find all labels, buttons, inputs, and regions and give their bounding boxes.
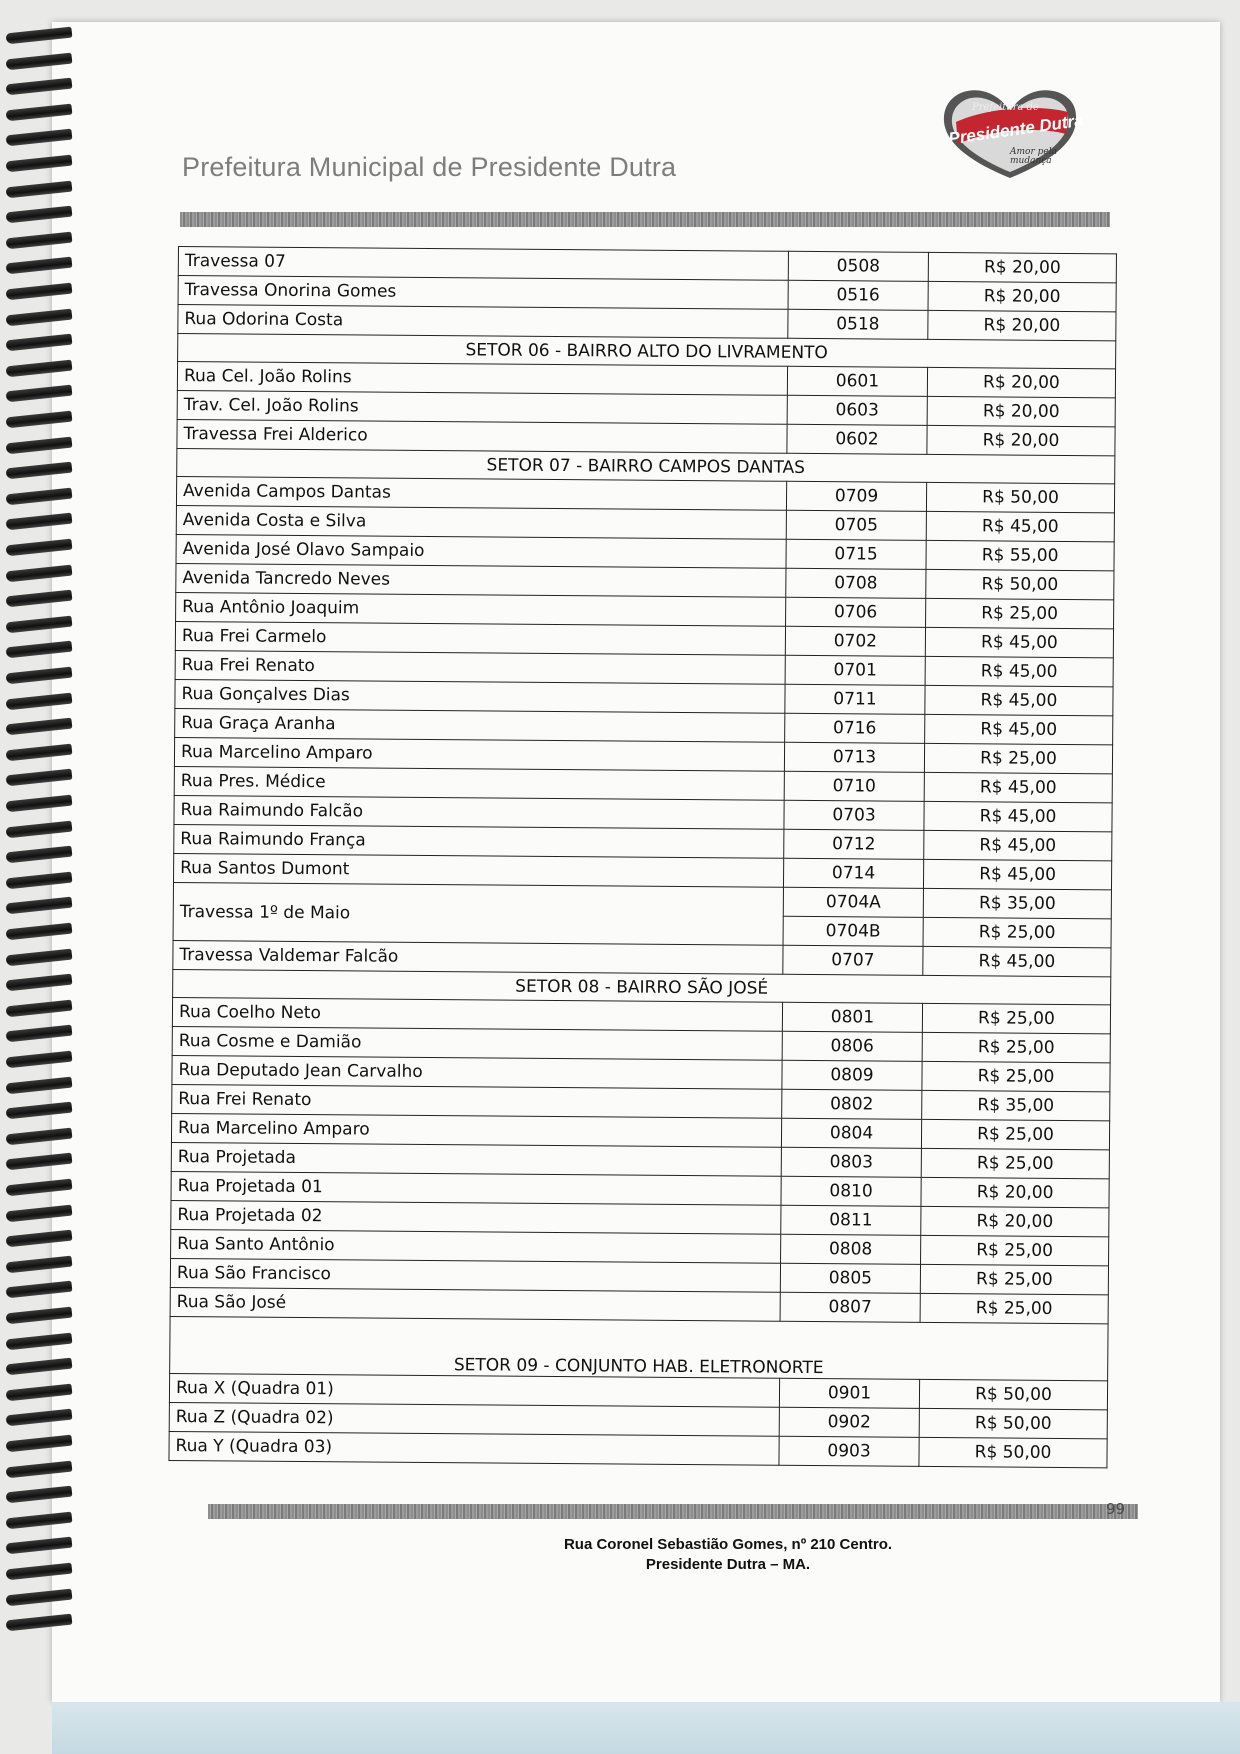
street-name-cell: Travessa 1º de Maio xyxy=(173,882,783,945)
spiral-coil xyxy=(6,129,73,147)
street-name-cell: Travessa Valdemar Falcão xyxy=(173,940,783,974)
code-cell: 0716 xyxy=(785,713,925,743)
price-cell: R$ 25,00 xyxy=(921,1148,1109,1178)
price-cell: R$ 45,00 xyxy=(924,772,1112,802)
spiral-coil xyxy=(6,948,73,966)
spiral-coil xyxy=(6,1255,73,1273)
code-cell: 0707 xyxy=(783,945,923,975)
street-name-cell: Rua Projetada 01 xyxy=(171,1171,781,1205)
street-name-cell: Rua Odorina Costa xyxy=(178,305,788,339)
street-name-cell: Rua Projetada 02 xyxy=(171,1200,781,1234)
spiral-coil xyxy=(6,411,73,429)
street-name-cell: Rua Santos Dumont xyxy=(174,853,784,887)
spiral-coil xyxy=(6,539,73,557)
price-cell: R$ 20,00 xyxy=(927,396,1115,426)
price-cell: R$ 25,00 xyxy=(922,1003,1110,1033)
street-name-cell: Travessa 07 xyxy=(178,247,788,281)
price-cell: R$ 20,00 xyxy=(928,310,1116,340)
logo-line-2: Presidente Dutra xyxy=(947,110,1085,149)
code-cell: 0703 xyxy=(784,800,924,830)
spiral-coil xyxy=(6,1537,73,1555)
price-cell: R$ 25,00 xyxy=(923,917,1111,947)
spiral-binding xyxy=(0,30,75,1690)
price-cell: R$ 50,00 xyxy=(926,482,1114,512)
spiral-coil xyxy=(6,1358,73,1376)
spiral-coil xyxy=(6,1409,73,1427)
spiral-coil xyxy=(6,462,73,480)
code-cell: 0808 xyxy=(781,1234,921,1264)
spiral-coil xyxy=(6,871,73,889)
spiral-coil xyxy=(6,795,73,813)
street-name-cell: Rua Graça Aranha xyxy=(175,708,785,742)
code-cell: 0603 xyxy=(787,395,927,425)
price-cell: R$ 25,00 xyxy=(920,1293,1108,1323)
footer-divider-band xyxy=(208,1504,1138,1519)
street-name-cell: Avenida José Olavo Sampaio xyxy=(176,534,786,568)
price-cell: R$ 20,00 xyxy=(921,1177,1109,1207)
spiral-coil xyxy=(6,1025,73,1043)
spiral-coil xyxy=(6,820,73,838)
street-name-cell: Rua Coelho Neto xyxy=(172,997,782,1031)
price-cell: R$ 25,00 xyxy=(926,598,1114,628)
scan-background-strip xyxy=(52,1702,1240,1754)
code-cell: 0508 xyxy=(788,251,928,281)
code-cell: 0901 xyxy=(779,1378,919,1408)
price-cell: R$ 35,00 xyxy=(923,888,1111,918)
code-cell: 0714 xyxy=(783,858,923,888)
street-price-table-wrapper xyxy=(168,246,1116,1468)
price-cell: R$ 45,00 xyxy=(925,714,1113,744)
price-cell: R$ 25,00 xyxy=(920,1264,1108,1294)
street-name-cell: Rua Santo Antônio xyxy=(171,1229,781,1263)
spiral-coil xyxy=(6,334,73,352)
code-cell: 0902 xyxy=(779,1407,919,1437)
code-cell: 0715 xyxy=(786,539,926,569)
street-name-cell: Rua Cel. João Rolins xyxy=(177,362,787,396)
street-name-cell: Rua Raimundo Falcão xyxy=(174,795,784,829)
spiral-coil xyxy=(6,206,73,224)
street-name-cell: Rua São José xyxy=(170,1287,780,1321)
spiral-coil xyxy=(6,1435,73,1453)
spiral-coil xyxy=(6,1230,73,1248)
street-name-cell: Rua Pres. Médice xyxy=(174,766,784,800)
street-name-cell: Rua Frei Carmelo xyxy=(175,621,785,655)
spiral-coil xyxy=(6,1127,73,1145)
street-name-cell: Rua X (Quadra 01) xyxy=(169,1373,779,1407)
section-heading: SETOR 07 - BAIRRO CAMPOS DANTAS xyxy=(177,448,1115,483)
price-cell: R$ 45,00 xyxy=(924,801,1112,831)
code-cell: 0801 xyxy=(782,1002,922,1032)
price-cell: R$ 20,00 xyxy=(921,1206,1109,1236)
spiral-coil xyxy=(6,27,73,45)
spiral-coil xyxy=(6,487,73,505)
code-cell: 0811 xyxy=(781,1205,921,1235)
price-cell: R$ 45,00 xyxy=(924,830,1112,860)
spiral-coil xyxy=(6,283,73,301)
price-cell: R$ 25,00 xyxy=(921,1235,1109,1265)
spiral-coil xyxy=(6,1332,73,1350)
street-name-cell: Avenida Campos Dantas xyxy=(176,476,786,510)
code-cell: 0803 xyxy=(781,1147,921,1177)
street-name-cell: Rua São Francisco xyxy=(170,1258,780,1292)
spiral-coil xyxy=(6,667,73,685)
section-heading: SETOR 08 - BAIRRO SÃO JOSÉ xyxy=(173,969,1111,1004)
code-cell: 0809 xyxy=(782,1060,922,1090)
spiral-coil xyxy=(6,1179,73,1197)
price-cell: R$ 45,00 xyxy=(923,946,1111,976)
street-name-cell: Rua Frei Renato xyxy=(172,1084,782,1118)
spiral-coil xyxy=(6,564,73,582)
code-cell: 0713 xyxy=(784,742,924,772)
footer-address: Rua Coronel Sebastião Gomes, nº 210 Centro. xyxy=(563,1536,893,1553)
code-cell: 0711 xyxy=(785,684,925,714)
street-name-cell: Avenida Tancredo Neves xyxy=(176,563,786,597)
spiral-coil xyxy=(6,641,73,659)
street-name-cell: Travessa Onorina Gomes xyxy=(178,276,788,310)
spiral-coil xyxy=(6,180,73,198)
code-cell: 0601 xyxy=(787,366,927,396)
spiral-coil xyxy=(6,103,73,121)
spiral-coil xyxy=(6,1486,73,1504)
spiral-coil xyxy=(6,155,73,173)
spiral-coil xyxy=(6,1511,73,1529)
spiral-coil xyxy=(6,308,73,326)
code-cell: 0518 xyxy=(788,309,928,339)
code-cell: 0709 xyxy=(786,481,926,511)
spiral-coil xyxy=(6,923,73,941)
spiral-coil xyxy=(6,1614,73,1632)
page-header-title: Prefeitura Municipal de Presidente Dutra xyxy=(182,152,677,182)
code-cell: 0704A xyxy=(783,887,923,917)
spiral-coil xyxy=(6,52,73,70)
code-cell: 0710 xyxy=(784,771,924,801)
price-cell: R$ 45,00 xyxy=(925,685,1113,715)
street-name-cell: Rua Marcelino Amparo xyxy=(171,1113,781,1147)
spiral-coil xyxy=(6,257,73,275)
spiral-coil xyxy=(6,1102,73,1120)
street-name-cell: Rua Gonçalves Dias xyxy=(175,679,785,713)
spiral-coil xyxy=(6,590,73,608)
price-cell: R$ 25,00 xyxy=(922,1061,1110,1091)
spiral-coil xyxy=(6,385,73,403)
spiral-coil xyxy=(6,846,73,864)
page-number: 99 xyxy=(1106,1500,1126,1518)
street-name-cell: Avenida Costa e Silva xyxy=(176,505,786,539)
section-heading: SETOR 06 - BAIRRO ALTO DO LIVRAMENTO xyxy=(178,334,1116,369)
code-cell: 0706 xyxy=(786,597,926,627)
spiral-coil xyxy=(6,1588,73,1606)
code-cell: 0516 xyxy=(788,280,928,310)
logo-line-3: Amor pela mudança xyxy=(1010,147,1057,166)
price-cell: R$ 45,00 xyxy=(926,511,1114,541)
street-name-cell: Rua Y (Quadra 03) xyxy=(169,1431,779,1465)
street-name-cell: Rua Projetada xyxy=(171,1142,781,1176)
street-price-table xyxy=(168,246,1117,1468)
spiral-coil xyxy=(6,1307,73,1325)
spiral-coil xyxy=(6,1076,73,1094)
street-name-cell: Rua Antônio Joaquim xyxy=(176,592,786,626)
code-cell: 0701 xyxy=(785,655,925,685)
municipality-logo xyxy=(936,82,1084,182)
code-cell: 0807 xyxy=(780,1292,920,1322)
footer-city: Presidente Dutra – MA. xyxy=(645,1556,811,1573)
section-heading: SETOR 09 - CONJUNTO HAB. ELETRONORTE xyxy=(170,1316,1108,1380)
spiral-coil xyxy=(6,436,73,454)
code-cell: 0704B xyxy=(783,916,923,946)
price-cell: R$ 20,00 xyxy=(927,367,1115,397)
spiral-coil xyxy=(6,615,73,633)
code-cell: 0806 xyxy=(782,1031,922,1061)
street-name-cell: Rua Frei Renato xyxy=(175,650,785,684)
spiral-coil xyxy=(6,692,73,710)
price-cell: R$ 50,00 xyxy=(919,1437,1107,1467)
spiral-coil xyxy=(6,1204,73,1222)
price-cell: R$ 50,00 xyxy=(919,1379,1107,1409)
code-cell: 0805 xyxy=(780,1263,920,1293)
code-cell: 0702 xyxy=(785,626,925,656)
spiral-coil xyxy=(6,974,73,992)
spiral-coil xyxy=(6,769,73,787)
spiral-coil xyxy=(6,999,73,1017)
spiral-coil xyxy=(6,1383,73,1401)
code-cell: 0602 xyxy=(787,424,927,454)
code-cell: 0705 xyxy=(786,510,926,540)
spiral-coil xyxy=(6,78,73,96)
spiral-coil xyxy=(6,1153,73,1171)
spiral-coil xyxy=(6,897,73,915)
code-cell: 0804 xyxy=(781,1118,921,1148)
code-cell: 0712 xyxy=(784,829,924,859)
price-cell: R$ 25,00 xyxy=(924,743,1112,773)
spiral-coil xyxy=(6,513,73,531)
code-cell: 0810 xyxy=(781,1176,921,1206)
price-cell: R$ 20,00 xyxy=(928,252,1116,282)
price-cell: R$ 25,00 xyxy=(922,1032,1110,1062)
section-row xyxy=(170,1316,1108,1380)
street-name-cell: Travessa Frei Alderico xyxy=(177,419,787,453)
price-cell: R$ 25,00 xyxy=(921,1119,1109,1149)
price-cell: R$ 45,00 xyxy=(925,656,1113,686)
price-cell: R$ 20,00 xyxy=(928,281,1116,311)
price-cell: R$ 35,00 xyxy=(922,1090,1110,1120)
price-cell: R$ 55,00 xyxy=(926,540,1114,570)
code-cell: 0903 xyxy=(779,1436,919,1466)
price-cell: R$ 45,00 xyxy=(925,627,1113,657)
street-name-cell: Rua Deputado Jean Carvalho xyxy=(172,1055,782,1089)
code-cell: 0802 xyxy=(782,1089,922,1119)
price-cell: R$ 50,00 xyxy=(926,569,1114,599)
spiral-coil xyxy=(6,718,73,736)
street-name-cell: Rua Z (Quadra 02) xyxy=(169,1402,779,1436)
price-cell: R$ 20,00 xyxy=(927,425,1115,455)
code-cell: 0708 xyxy=(786,568,926,598)
street-name-cell: Trav. Cel. João Rolins xyxy=(177,390,787,424)
street-name-cell: Rua Raimundo França xyxy=(174,824,784,858)
street-name-cell: Rua Cosme e Damião xyxy=(172,1026,782,1060)
spiral-coil xyxy=(6,743,73,761)
spiral-coil xyxy=(6,1051,73,1069)
table-body xyxy=(169,247,1117,1468)
logo-line-1: Prefeitura de xyxy=(972,102,1039,113)
spiral-coil xyxy=(6,1460,73,1478)
spiral-coil xyxy=(6,231,73,249)
spiral-coil xyxy=(6,359,73,377)
price-cell: R$ 50,00 xyxy=(919,1408,1107,1438)
spiral-coil xyxy=(6,1281,73,1299)
street-name-cell: Rua Marcelino Amparo xyxy=(174,737,784,771)
spiral-coil xyxy=(6,1563,73,1581)
header-divider-band xyxy=(180,212,1110,227)
price-cell: R$ 45,00 xyxy=(923,859,1111,889)
table-row xyxy=(173,882,1111,918)
